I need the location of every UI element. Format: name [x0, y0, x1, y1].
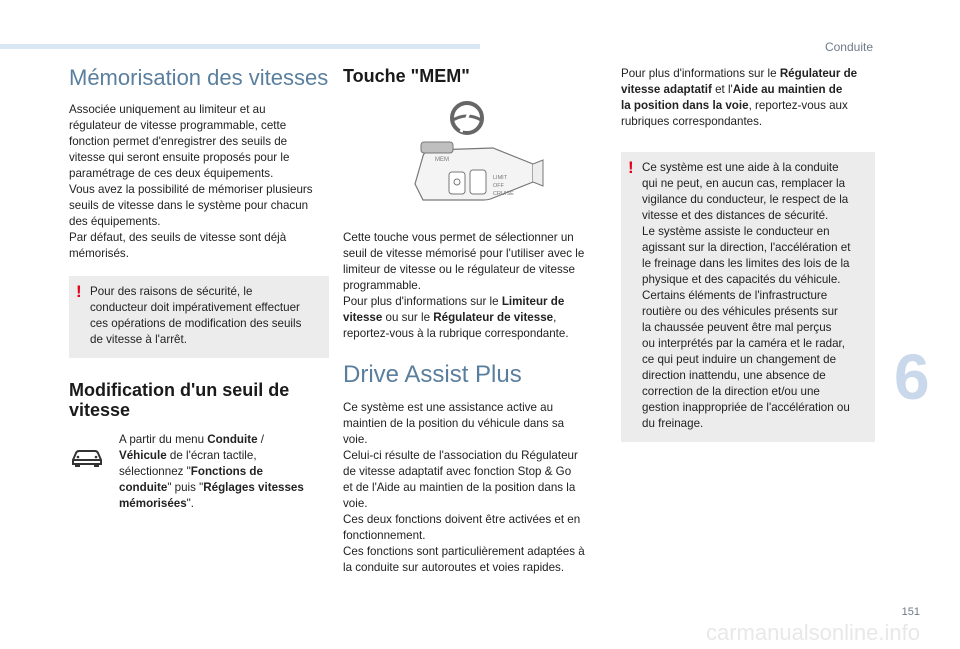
warning-icon: ! — [76, 282, 82, 301]
watermark: carmanualsonline.info — [705, 620, 920, 645]
menu-instruction — [69, 432, 329, 512]
column-3 — [621, 66, 875, 442]
warning-icon: ! — [628, 158, 634, 177]
cruise-label: CRUISE — [493, 191, 514, 197]
section-label: Conduite — [824, 40, 873, 54]
steering-wheel-icon — [452, 103, 482, 133]
limit-label: LIMIT — [493, 175, 508, 181]
column-1 — [69, 66, 329, 512]
header-bar — [0, 44, 480, 49]
system-warning-box — [621, 152, 875, 442]
mem-button-title: Touche "MEM" — [343, 66, 470, 86]
drive-assist-title: Drive Assist Plus — [343, 361, 522, 388]
safety-warning-text: Pour des raisons de sécurité, le conducteur doit impérativement effectuer ces opérations de modification des seuils de vitesse à l'arrêt. — [90, 285, 302, 346]
system-warning-text: Ce système est une aide à la conduite qui ne peut, en aucun cas, remplacer la vigilance du conducteur, le respect de la vitesse et des distances de sécurité. Le système assiste le conducteur en agissant sur la direction, l'accélération et le freinage dans les limites des lois de la physique et des capacités du véhicule. Certains éléments de l'infrastructure routière ou des véhicules présents sur la chaussée peuvent être mal perçus ou interprétés par la caméra et le radar, ce qui peut induire un changement de direction inattendu, une absence de correction de la direction et/ou une gestion inappropriée de l'accélération ou du freinage. — [642, 161, 851, 430]
column-2 — [343, 66, 601, 576]
steering-control-illustration — [343, 98, 601, 216]
off-label: OFF — [493, 183, 504, 189]
menu-instruction-text: A partir du menu Conduite / Véhicule de l'écran tactile, sélectionnez "Fonctions de conduite" puis "Réglages vitesses mémorisées". — [119, 433, 304, 510]
chapter-number: 6 — [894, 341, 930, 413]
mem-button-description: Cette touche vous permet de sélectionner un seuil de vitesse mémorisé pour l'utiliser avec le limiteur de vitesse ou le régulateur de vitesse programmable. Pour plus d'informations sur le Limiteur de vitesse ou sur le Régulateur de vitesse, reportez-vous à la rubrique correspondante. — [343, 231, 585, 340]
safety-warning-box — [69, 276, 329, 358]
memorisation-title: Mémorisation des vitesses — [69, 65, 329, 90]
mem-label: MEM — [435, 157, 449, 163]
page-number: 151 — [901, 606, 920, 618]
related-info-text: Pour plus d'informations sur le Régulateur de vitesse adaptatif et l'Aide au maintien de la position dans la voie, reportez-vous aux rubriques correspondantes. — [621, 67, 858, 128]
car-icon — [69, 432, 119, 473]
drive-assist-description: Ce système est une assistance active au maintien de la position du véhicule dans sa voie. Celui-ci résulte de l'association du Régulateur de vitesse adaptatif avec fonction Stop & Go et de l'Aide au maintien de la position dans la voie. Ces deux fonctions doivent être activées et en fonctionnement. Ces fonctions sont particulièrement adaptées à la conduite sur autoroutes et voies rapides. — [343, 401, 585, 574]
memorisation-intro: Associée uniquement au limiteur et au régulateur de vitesse programmable, cette fonction permet d'enregistrer des seuils de vitesse qui seront ensuite proposés pour le paramétrage de ces deux équipements. Vous avez la possibilité de mémoriser plusieurs seuils de vitesse dans le système pour chacun des équipements. Par défaut, des seuils de vitesse sont déjà mémorisés. — [69, 103, 313, 260]
modification-subtitle: Modification d'un seuil de vitesse — [69, 380, 290, 420]
